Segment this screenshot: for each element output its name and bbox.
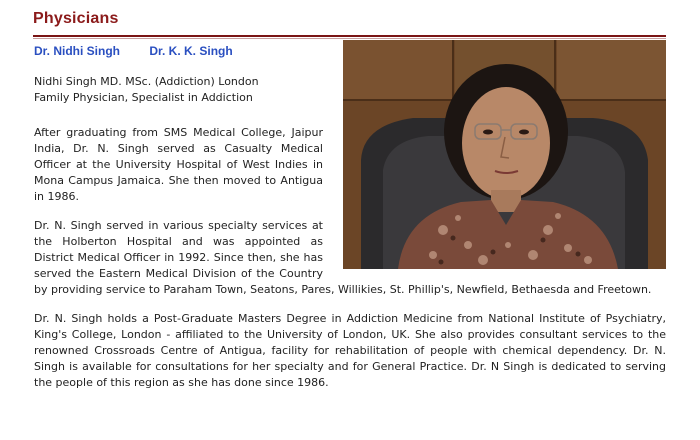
doctor-tabs [34, 44, 233, 58]
bio-paragraph: After graduating from SMS Medical College, Jaipur India, Dr. N. Singh served as Casualty Medical Officer at the University Hospital of West Indies in Mona Campus Jamaica. She then moved to Antigua in 1986. [34, 126, 323, 203]
bio-paragraph: Dr. N. Singh served in various specialty services at the Holberton Hospital and was appointed as District Medical Officer in 1992. Since then, she has served the Eastern Medical Division of the Country by providing service to Paraham Town, Seatons, Pares, Willikies, St. Phillip's, Newfield, Bethaesda and Freetown. [34, 219, 652, 296]
doctor-link-nidhi-singh[interactable]: Dr. Nidhi Singh [34, 44, 120, 58]
bio-paragraph: Dr. N. Singh holds a Post-Graduate Masters Degree in Addiction Medicine from National Institute of Psychiatry, King's College, London - affiliated to the University of London, UK. She also provides consultant services to the renowned Crossroads Centre of Antigua, facility for rehabilitation of people with chemical dependency. Dr. N. Singh is available for consultations for her specialty and for General Practice. Dr. N Singh is dedicated to serving the people of this region as she has done since 1986. [34, 312, 666, 389]
title-divider-shadow [33, 38, 666, 39]
page-title: Physicians [33, 10, 119, 27]
credentials-degree: Nidhi Singh MD. MSc. (Addiction) London [34, 75, 259, 88]
photo-wrap-space [323, 125, 666, 275]
title-divider [33, 35, 666, 37]
doctor-link-kk-singh[interactable]: Dr. K. K. Singh [149, 44, 233, 58]
credentials-specialty: Family Physician, Specialist in Addiction [34, 91, 253, 104]
physician-bio [34, 125, 666, 404]
physician-credentials [34, 74, 259, 106]
